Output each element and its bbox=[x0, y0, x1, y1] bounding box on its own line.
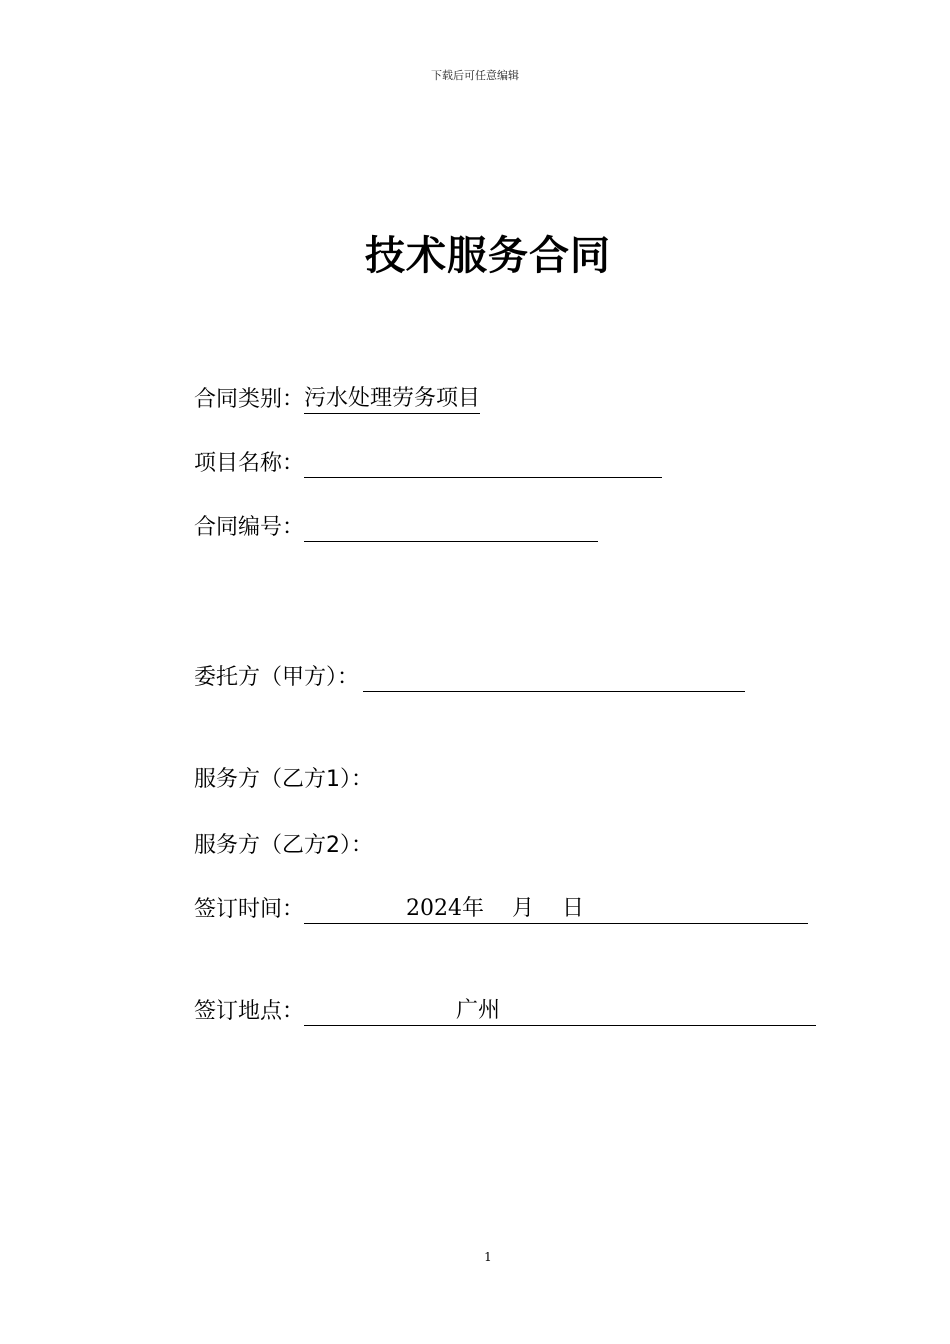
contract-number-label: 合同编号： bbox=[194, 515, 305, 540]
contract-category-value: 污水处理劳务项目 bbox=[304, 386, 480, 414]
client-label: 委托方（甲方）： bbox=[194, 665, 360, 690]
service-provider-1-row bbox=[194, 764, 373, 794]
service-provider-1-label: 服务方（乙方1）： bbox=[194, 767, 373, 792]
signing-place-field bbox=[304, 997, 816, 1026]
signing-time-row bbox=[194, 894, 808, 924]
client-blank bbox=[363, 667, 745, 692]
signing-day-unit: 日 bbox=[562, 896, 585, 921]
signing-place-row bbox=[194, 996, 816, 1026]
header-note: 下载后可任意编辑 bbox=[431, 69, 519, 82]
project-name-row bbox=[194, 448, 662, 478]
signing-time-field bbox=[304, 895, 808, 924]
page-number: 1 bbox=[484, 1250, 492, 1264]
project-name-label: 项目名称： bbox=[194, 451, 305, 476]
signing-time-label: 签订时间： bbox=[194, 897, 305, 922]
contract-number-blank bbox=[304, 517, 598, 542]
client-row bbox=[194, 662, 745, 692]
contract-category-row bbox=[194, 384, 480, 414]
signing-place-value: 广州 bbox=[456, 998, 501, 1023]
signing-month-unit: 月 bbox=[512, 896, 535, 921]
service-provider-2-row bbox=[194, 830, 373, 860]
document-title: 技术服务合同 bbox=[365, 233, 611, 279]
project-name-blank bbox=[304, 453, 662, 478]
signing-year-unit: 年 bbox=[462, 896, 485, 921]
signing-place-label: 签订地点： bbox=[194, 999, 305, 1024]
contract-category-label: 合同类别： bbox=[194, 387, 305, 412]
signing-year: 2024 bbox=[406, 896, 463, 921]
service-provider-2-label: 服务方（乙方2）： bbox=[194, 833, 373, 858]
contract-number-row bbox=[194, 512, 598, 542]
